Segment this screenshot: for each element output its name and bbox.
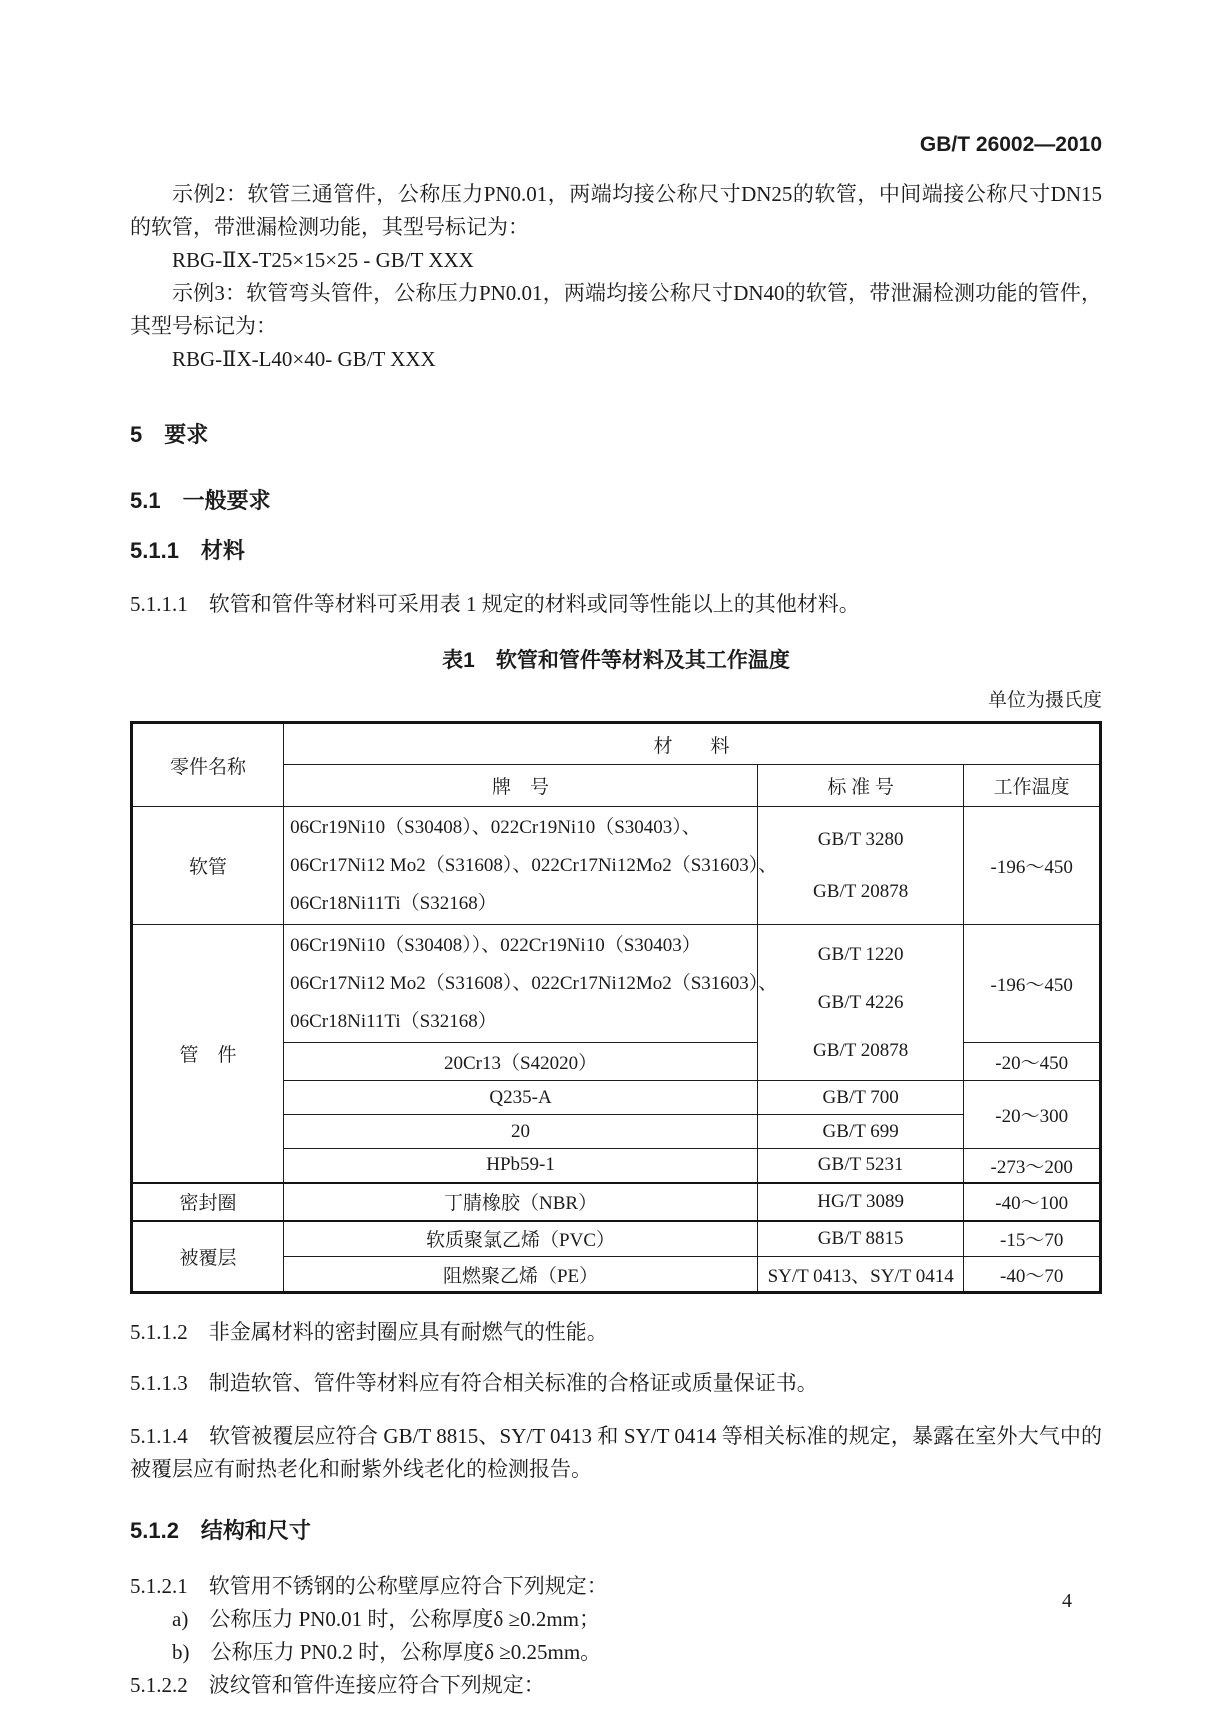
cell-hose-part: 软管 xyxy=(132,807,284,925)
header-part-name: 零件名称 xyxy=(132,723,284,807)
table-row-seal xyxy=(132,1183,1101,1221)
cell-fitting-grade-c: Q235-A xyxy=(284,1081,758,1115)
cell-fitting-temp-e: -273～200 xyxy=(964,1149,1101,1183)
cell-hose-temp: -196～450 xyxy=(964,807,1101,925)
table1-unit-note: 单位为摄氏度 xyxy=(987,690,1102,711)
paragraph-5-1-1-1: 5.1.1.1 软管和管件等材料可采用表 1 规定的材料或同等性能以上的其他材料。 xyxy=(130,592,860,616)
header-temp: 工作温度 xyxy=(964,765,1101,807)
standard-line: GB/T 1220 xyxy=(817,943,904,965)
cell-fitting-temp-b: -20～450 xyxy=(964,1043,1101,1081)
materials-table xyxy=(130,721,1102,1294)
grade-line: 06Cr19Ni10（S30408））、022Cr19Ni10（S30403） xyxy=(290,934,701,956)
grade-line: 06Cr19Ni10（S30408）、022Cr19Ni10（S30403）、 xyxy=(290,816,701,838)
doc-number: GB/T 26002—2010 xyxy=(919,133,1102,156)
cell-fitting-standard-ab xyxy=(757,925,963,1081)
cell-hose-standard xyxy=(757,807,963,925)
cell-coating-temp-1: -15～70 xyxy=(964,1221,1101,1257)
cell-seal-part: 密封圈 xyxy=(132,1183,284,1221)
list-item-b: b) 公称压力 PN0.2 时，公称厚度δ ≥0.25mm。 xyxy=(172,1640,602,1664)
paragraph-5-1-1-4: 5.1.1.4 软管被覆层应符合 GB/T 8815、SY/T 0413 和 SY/T 0414 等相关标准的规定，暴露在室外大气中的被覆层应有耐热老化和耐紫外线老化的检测报告。 xyxy=(130,1424,1102,1481)
paragraph-example3: 示例3：软管弯头管件，公称压力PN0.01，两端均接公称尺寸DN40的软管，带泄漏检测功能的管件，其型号标记为： xyxy=(130,281,1102,338)
heading-5-1-1: 5.1.1 材料 xyxy=(130,538,245,563)
cell-coating-grade-1: 软质聚氯乙烯（PVC） xyxy=(284,1221,758,1257)
cell-fitting-standard-e: GB/T 5231 xyxy=(757,1149,963,1183)
page-number: 4 xyxy=(1062,1590,1072,1612)
cell-coating-temp-2: -40～70 xyxy=(964,1257,1101,1293)
paragraph-example2: 示例2：软管三通管件，公称压力PN0.01，两端均接公称尺寸DN25的软管，中间端接公称尺寸DN15的软管，带泄漏检测功能，其型号标记为： xyxy=(130,182,1102,239)
grade-line: 06Cr17Ni12 Mo2（S31608）、022Cr17Ni12Mo2（S31603）、 xyxy=(290,972,778,994)
cell-fitting-standard-d: GB/T 699 xyxy=(757,1115,963,1149)
table-row-fitting-a xyxy=(132,925,1101,1043)
grade-line: 06Cr18Ni11Ti（S32168） xyxy=(290,1010,497,1032)
list-item-a: a) 公称压力 PN0.01 时，公称厚度δ ≥0.2mm； xyxy=(172,1607,600,1631)
header-material: 材 料 xyxy=(284,723,1101,765)
cell-coating-part: 被覆层 xyxy=(132,1221,284,1293)
cell-fitting-grade-e: HPb59-1 xyxy=(284,1149,758,1183)
paragraph-5-1-2-1: 5.1.2.1 软管用不锈钢的公称壁厚应符合下列规定： xyxy=(130,1574,608,1598)
grade-line: 06Cr17Ni12 Mo2（S31608）、022Cr17Ni12Mo2（S31603）、 xyxy=(290,854,778,876)
standard-line: GB/T 20878 xyxy=(813,880,909,902)
grade-line: 06Cr18Ni11Ti（S32168） xyxy=(290,892,497,914)
cell-fitting-temp-a: -196～450 xyxy=(964,925,1101,1043)
standard-line: GB/T 20878 xyxy=(813,1039,909,1061)
header-standard: 标 准 号 xyxy=(757,765,963,807)
cell-fitting-part: 管 件 xyxy=(132,925,284,1183)
code-designation-2: RBG-ⅡX-L40×40- GB/T XXX xyxy=(172,347,436,371)
cell-fitting-temp-cd: -20～300 xyxy=(964,1081,1101,1149)
heading-5: 5 要求 xyxy=(130,422,209,447)
cell-fitting-grade-b: 20Cr13（S42020） xyxy=(284,1043,758,1081)
paragraph-5-1-1-2: 5.1.1.2 非金属材料的密封圈应具有耐燃气的性能。 xyxy=(130,1320,608,1344)
cell-fitting-grade-d: 20 xyxy=(284,1115,758,1149)
cell-coating-standard-2: SY/T 0413、SY/T 0414 xyxy=(757,1257,963,1293)
paragraph-5-1-1-3: 5.1.1.3 制造软管、管件等材料应有符合相关标准的合格证或质量保证书。 xyxy=(130,1371,818,1395)
table-row-hose xyxy=(132,807,1101,925)
heading-5-1: 5.1 一般要求 xyxy=(130,488,271,513)
cell-fitting-grade-a xyxy=(284,925,778,1043)
page-content xyxy=(130,0,1102,1702)
cell-hose-grade xyxy=(284,807,778,925)
code-designation-1: RBG-ⅡX-T25×15×25 - GB/T XXX xyxy=(172,248,474,272)
paragraph-5-1-2-2: 5.1.2.2 波纹管和管件连接应符合下列规定： xyxy=(130,1673,545,1697)
cell-fitting-standard-c: GB/T 700 xyxy=(757,1081,963,1115)
cell-seal-grade: 丁腈橡胶（NBR） xyxy=(284,1183,758,1221)
cell-seal-standard: HG/T 3089 xyxy=(757,1183,963,1221)
cell-coating-grade-2: 阻燃聚乙烯（PE） xyxy=(284,1257,758,1293)
table-row-coating-1 xyxy=(132,1221,1101,1257)
table-header-row-1 xyxy=(132,723,1101,765)
standard-line: GB/T 4226 xyxy=(817,991,904,1013)
cell-seal-temp: -40～100 xyxy=(964,1183,1101,1221)
cell-coating-standard-1: GB/T 8815 xyxy=(757,1221,963,1257)
header-grade: 牌 号 xyxy=(284,765,758,807)
heading-5-1-2: 5.1.2 结构和尺寸 xyxy=(130,1518,311,1543)
table1-title: 表1 软管和管件等材料及其工作温度 xyxy=(442,649,790,672)
standard-line: GB/T 3280 xyxy=(817,828,904,850)
